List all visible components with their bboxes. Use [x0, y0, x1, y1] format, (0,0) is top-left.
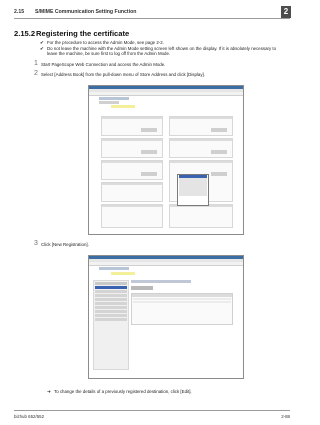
dropdown-option[interactable]: [179, 193, 207, 196]
footer-rule: [14, 410, 290, 411]
screenshot-address-book: [88, 255, 244, 379]
section-heading-number: 2.15.2: [14, 29, 36, 38]
step-number: 3: [34, 240, 38, 247]
panel-print-setting: [169, 138, 233, 158]
display-button[interactable]: [211, 172, 227, 176]
browser-address-bar: [89, 92, 243, 96]
step-3: [34, 240, 89, 247]
header-section-title: S/MIME Communication Setting Function: [35, 9, 137, 15]
arrow-note: [47, 389, 192, 394]
display-button[interactable]: [141, 128, 157, 132]
store-address-dropdown[interactable]: [177, 174, 209, 206]
display-button[interactable]: [211, 150, 227, 154]
highlight-bar: [111, 272, 135, 275]
address-book-heading: [131, 280, 191, 283]
display-button[interactable]: [141, 150, 157, 154]
highlight-bar: [111, 105, 135, 108]
check-icon: ✔: [40, 40, 44, 45]
left-nav-menu: [93, 280, 129, 370]
note-bullet-text: Do not leave the machine with the Admin Mode setting screen left shown on the display. If it is absolutely necessary to leave the machine, be sure first to log off from the Admin Mode.: [47, 46, 277, 57]
browser-address-bar: [89, 262, 243, 266]
display-button[interactable]: [211, 128, 227, 132]
arrow-icon: ➜: [47, 389, 51, 394]
note-bullet: [40, 46, 277, 57]
arrow-note-text: To change the details of a previously registered destination, click [Edit].: [54, 389, 192, 394]
panel-box: [169, 116, 233, 136]
web-connection-logo: [99, 267, 129, 270]
step-text: Select [Address Book] from the pull-down menu of Store Address and click [Display].: [41, 72, 205, 77]
new-registration-button[interactable]: [131, 286, 153, 290]
check-icon: ✔: [40, 46, 44, 51]
web-connection-logo: [99, 97, 129, 100]
footer-page-number: 2-88: [281, 414, 290, 419]
panel-network: [101, 204, 163, 228]
panel-maintenance: [101, 116, 163, 136]
header-rule: [14, 18, 290, 19]
display-button[interactable]: [141, 172, 157, 176]
panel-system-settings: [101, 138, 163, 158]
panel-user-auth: [101, 182, 163, 202]
chapter-badge: 2: [281, 6, 291, 18]
step-number: 2: [34, 70, 38, 77]
section-heading-title: Registering the certificate: [36, 29, 130, 38]
section-heading: [14, 29, 129, 38]
panel-wizard: [169, 204, 233, 228]
note-bullet: [40, 40, 277, 45]
panel-security: [101, 160, 163, 180]
header-link: [99, 101, 119, 104]
step-text: Click [New Registration].: [41, 242, 89, 247]
step-text: Start PageScope Web Connection and access the Admin Mode.: [41, 62, 166, 67]
note-bullet-text: For the procedure to access the Admin Mode, see page 2-2.: [47, 40, 164, 45]
destination-list: [131, 293, 233, 325]
step-number: 1: [34, 60, 38, 67]
step-2: [34, 70, 205, 77]
step-1: [34, 60, 166, 67]
screenshot-admin-mode: [88, 85, 244, 235]
footer-model: bizhub 652/552: [14, 414, 45, 419]
header-section-number: 2.15: [14, 9, 25, 15]
